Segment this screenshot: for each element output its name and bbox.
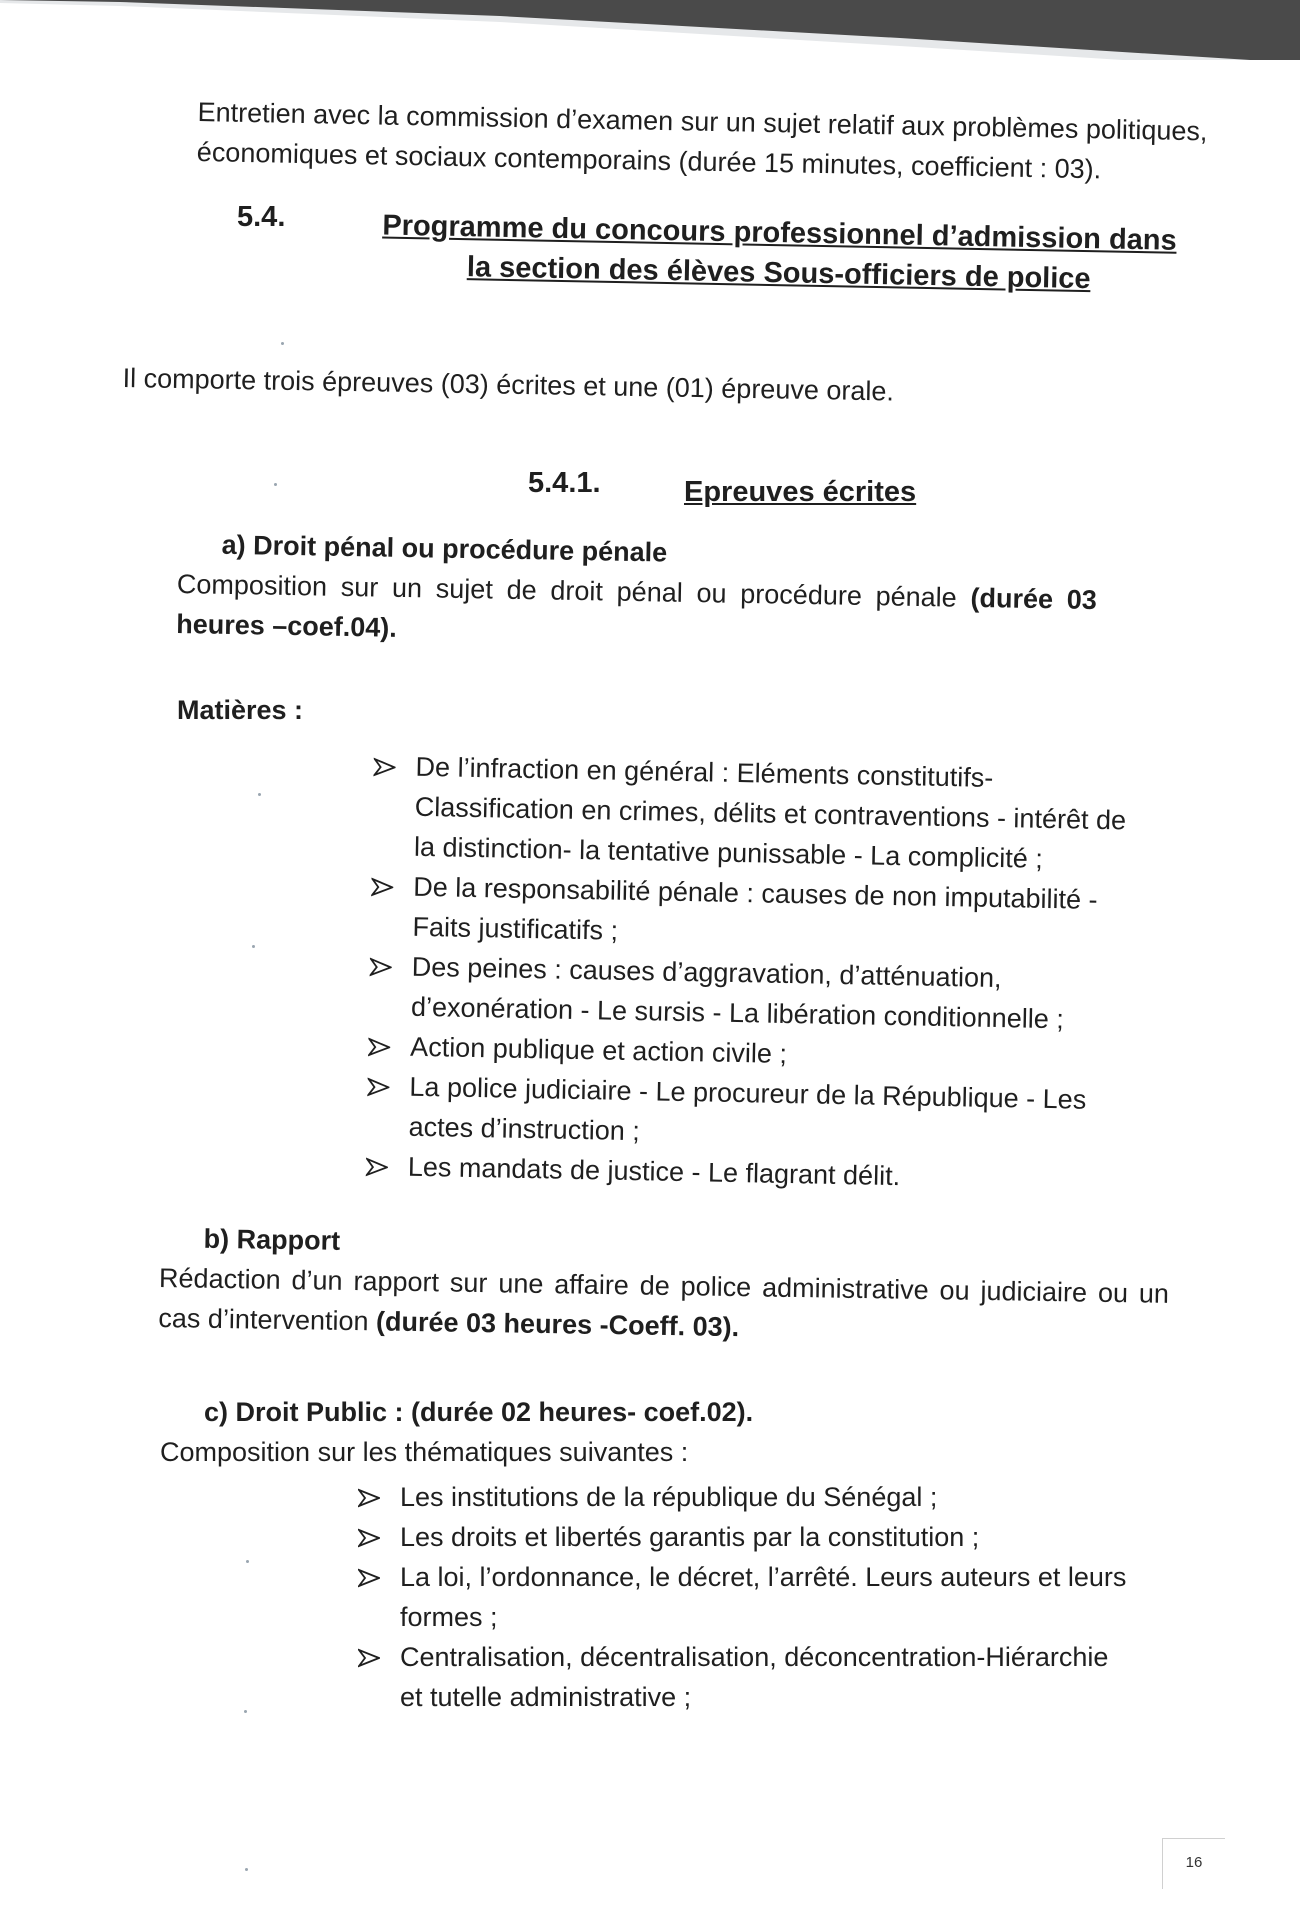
intro-text: Entretien avec la commission d’examen sur un sujet relatif aux problèmes politiques, économiques et sociaux contemporains (durée 15 minutes, coefficient : 03). <box>196 96 1208 185</box>
part-b-text <box>158 1258 1169 1354</box>
list-item-text: Les mandats de justice - Le flagrant délit. <box>407 1151 901 1192</box>
scan-speck <box>274 483 277 486</box>
list-item <box>369 946 1145 1041</box>
intro-paragraph <box>196 92 1207 191</box>
part-a-text <box>176 564 1097 660</box>
part-b-text-normal: Rédaction d’un rapport sur une affaire de police administrative ou judiciaire ou un cas d’intervention <box>158 1262 1170 1337</box>
list-item <box>366 1066 1142 1161</box>
section-title-line2: la section des élèves Sous-officiers de police <box>466 251 1091 296</box>
list-item-text: Centralisation, décentralisation, déconcentration-Hiérarchie et tutelle administrative ; <box>400 1642 1109 1712</box>
part-c <box>160 1392 1170 1472</box>
scan-speck <box>245 1868 248 1871</box>
matieres-label: Matières : <box>177 695 304 725</box>
thematiques-list <box>358 1477 1138 1717</box>
part-b-text-duration: (durée 03 heures -Coeff. 03). <box>375 1306 740 1343</box>
scan-speck <box>252 945 255 948</box>
arrow-bullet-icon <box>371 877 393 897</box>
arrow-bullet-icon <box>368 1037 390 1057</box>
part-a <box>176 524 1098 660</box>
part-a-list <box>366 746 1149 1201</box>
list-item-text: Action publique et action civile ; <box>409 1031 788 1069</box>
arrow-bullet-icon <box>373 757 395 777</box>
list-item-text: La police judiciaire - Le procureur de la République - Les actes d’instruction ; <box>408 1071 1087 1147</box>
part-b <box>158 1218 1170 1354</box>
scan-edge-line <box>0 0 1300 60</box>
list-item-text: Les droits et libertés garantis par la constitution ; <box>400 1522 980 1552</box>
section-number-5-4-1: 5.4.1. <box>528 467 601 499</box>
scan-speck <box>246 1560 249 1563</box>
list-item-text: Les institutions de la république du Sénégal ; <box>400 1482 938 1512</box>
arrow-bullet-icon <box>358 1648 380 1668</box>
list-item-text: De la responsabilité pénale : causes de non imputabilité - Faits justificatifs ; <box>412 871 1098 946</box>
list-item <box>358 1517 1138 1557</box>
part-c-heading: c) Droit Public : (durée 02 heures- coef.02). <box>204 1397 754 1427</box>
part-a-heading: a) Droit pénal ou procédure pénale <box>221 529 668 568</box>
list-item <box>370 866 1146 961</box>
list-item <box>372 746 1149 881</box>
list-item-text: De l’infraction en général : Eléments constitutifs-Classification en crimes, délits et contraventions - intérêt de la distinction- la tentative punissable - La complicité ; <box>413 751 1127 874</box>
arrow-bullet-icon <box>358 1488 380 1508</box>
part-a-text-duration: (durée 03 heures –coef.04). <box>175 582 1098 643</box>
arrow-bullet-icon <box>367 1077 389 1097</box>
arrow-bullet-icon <box>358 1528 380 1548</box>
summary-text: Il comporte trois épreuves (03) écrites et une (01) épreuve orale. <box>122 362 895 407</box>
part-b-heading: b) Rapport <box>203 1223 341 1256</box>
arrow-bullet-icon <box>370 957 392 977</box>
section-title-5-4 <box>353 205 1204 301</box>
section-summary <box>122 358 1003 413</box>
section-title-5-4-1: Epreuves écrites <box>684 476 917 508</box>
part-c-intro: Composition sur les thématiques suivantes : <box>160 1437 689 1467</box>
scan-speck <box>244 1710 247 1713</box>
section-title-line1: Programme du concours professionnel d’admission dans <box>382 209 1177 257</box>
scan-speck <box>281 342 284 345</box>
arrow-bullet-icon <box>358 1568 380 1588</box>
part-c-list <box>358 1477 1138 1717</box>
list-item <box>358 1637 1138 1717</box>
list-item <box>358 1477 1138 1517</box>
matieres-list <box>366 746 1149 1201</box>
scan-speck <box>258 793 261 796</box>
list-item-text: La loi, l’ordonnance, le décret, l’arrêté. Leurs auteurs et leurs formes ; <box>400 1562 1127 1632</box>
arrow-bullet-icon <box>366 1157 388 1177</box>
list-item-text: Des peines : causes d’aggravation, d’atténuation, d’exonération - Le sursis - La libération conditionnelle ; <box>410 951 1065 1035</box>
section-number-5-4: 5.4. <box>237 201 286 233</box>
page-number: 16 <box>1162 1838 1225 1889</box>
list-item <box>358 1557 1138 1637</box>
part-a-text-normal: Composition sur un sujet de droit pénal ou procédure pénale <box>176 568 957 613</box>
